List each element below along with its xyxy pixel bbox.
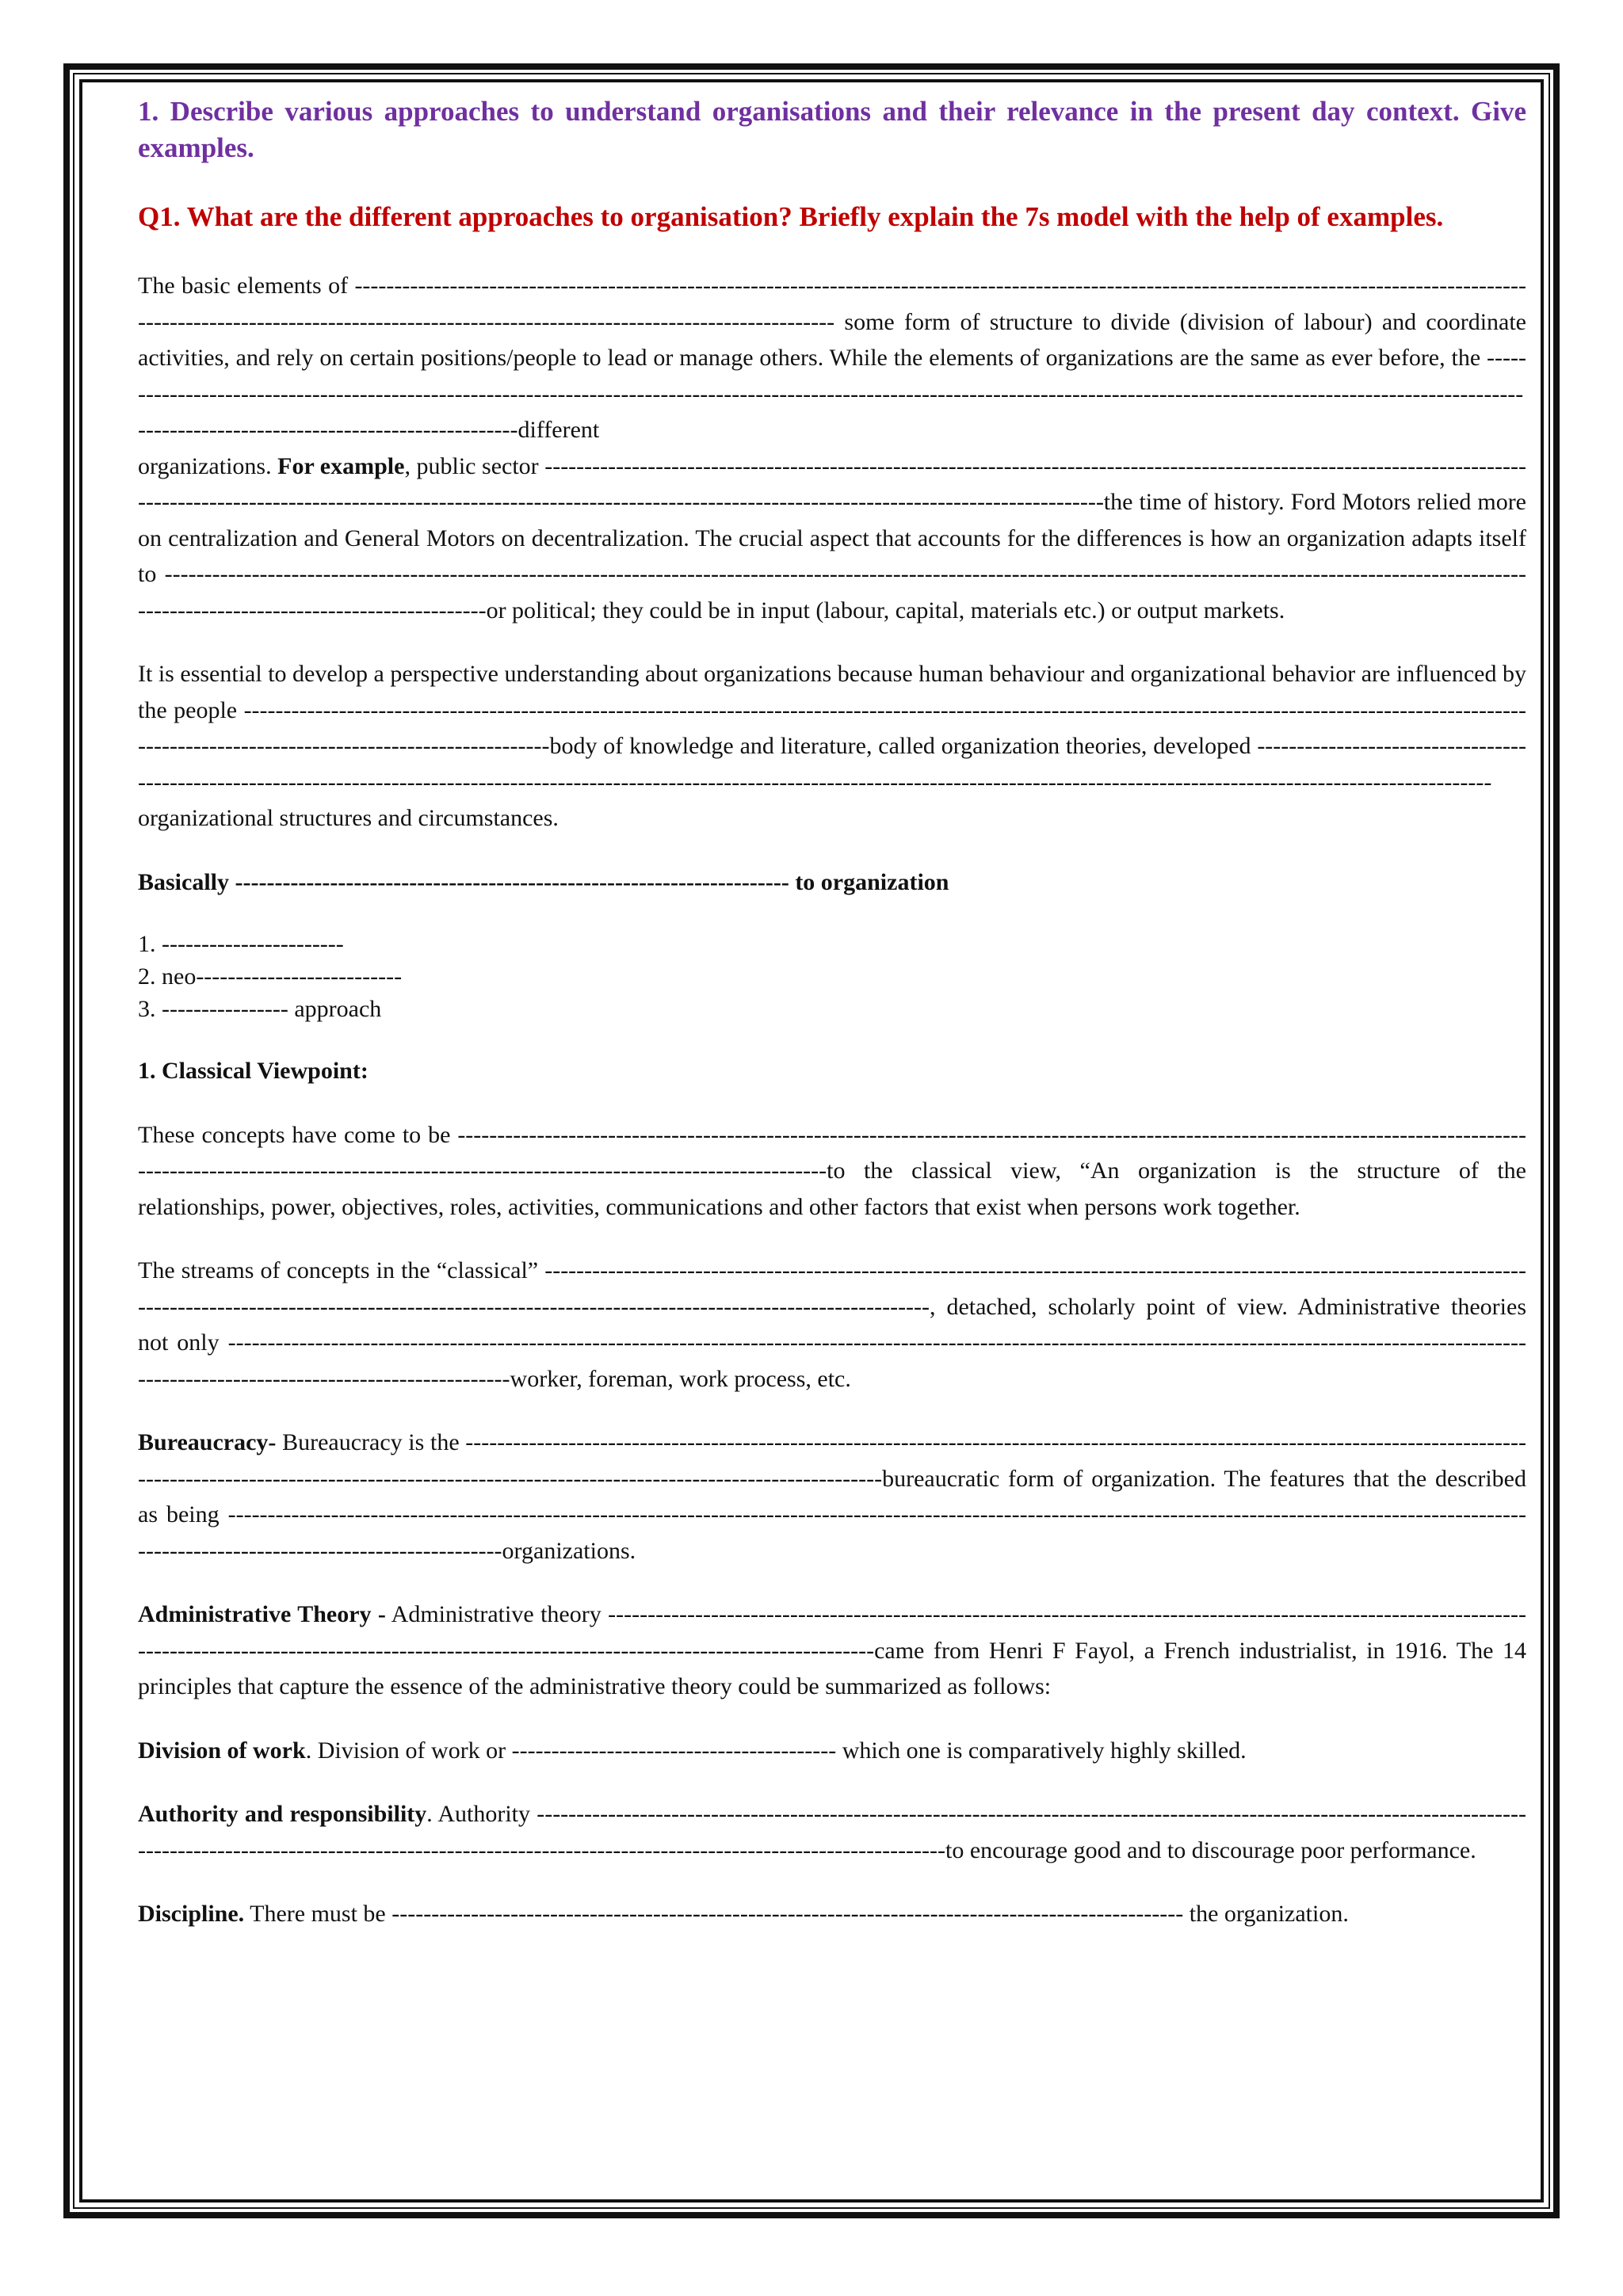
approaches-list bbox=[138, 928, 1526, 1025]
paragraph-perspective: It is essential to develop a perspective understanding about organizations because human behaviour and organizational behavior are influenced by the people ----------------------------------------------------------------------------------------------------------------------------------------------------------------------------------------------------------------------body of knowledge and literature, called organization theories, developed -------------------------------------------------------------------------------------------------------------------------------------------------------------------------------------------------------------organizational structures and circumstances. bbox=[138, 661, 1526, 831]
paragraph-basic-elements: The basic elements of -------------------------------------------------------------------------------------------------------------------------------------------------------------------------------------------------------------------------------------------- some form of structure to divide (division of labour) and coordinate activities, and rely on certain positions/people to lead or manage others. While the elements of organizations are the same as ever before, the ------------------------------------------------------------------------------------------------------------------------------------------------------------------------------------------------------------------------------------different bbox=[138, 273, 1526, 443]
administrative-theory-label: Administrative Theory - bbox=[138, 1601, 386, 1627]
basically-line: Basically ---------------------------------------------------------------------- to organization bbox=[138, 868, 949, 895]
main-question-heading: 1. Describe various approaches to understand organisations and their relevance in the present day context. Give examples. bbox=[138, 96, 1526, 163]
text: organizations. bbox=[138, 452, 278, 479]
text: Administrative theory -----------------------------------------------------------------------------------------------------------------------------------------------------------------------------------------------------------------came from Henri F Fayol, a French industrialist, in 1916. The 14 principles that capture the essence of the administrative theory could be summarized as follows: bbox=[138, 1601, 1526, 1699]
paragraph-for-example bbox=[138, 448, 1526, 629]
paragraph-discipline bbox=[138, 1896, 1526, 1932]
division-of-work-label: Division of work bbox=[138, 1737, 306, 1764]
list-item: 3. ---------------- approach bbox=[138, 996, 382, 1022]
discipline-label: Discipline. bbox=[138, 1901, 245, 1927]
q1-heading: Q1. What are the different approaches to organisation? Briefly explain the 7s model with the help of examples. bbox=[138, 201, 1444, 232]
paragraph-bureaucracy bbox=[138, 1425, 1526, 1569]
text: There must be ---------------------------------------------------------------------------------------------------- the organization. bbox=[244, 1901, 1349, 1927]
paragraph-classical-streams: The streams of concepts in the “classical” --------------------------------------------------------------------------------------------------------------------------------------------------------------------------------------------------------------------------------, detached, scholarly point of view. Administrative theories not only -------------------------------------------------------------------------------------------------------------------------------------------------------------------------------------------------------------------worker, foreman, work process, etc. bbox=[138, 1257, 1526, 1392]
paragraph-authority bbox=[138, 1796, 1526, 1868]
paragraph-classical-concepts: These concepts have come to be ------------------------------------------------------------------------------------------------------------------------------------------------------------------------------------------------------------------------------to the classical view, “An organization is the structure of the relationships, power, objectives, roles, activities, communications and other factors that exist when persons work together. bbox=[138, 1121, 1526, 1220]
text: Bureaucracy is the ------------------------------------------------------------------------------------------------------------------------------------------------------------------------------------------------------------------------------------bureaucratic form of organization. The features that the described as being ------------------------------------------------------------------------------------------------------------------------------------------------------------------------------------------------------------------organizations. bbox=[138, 1429, 1526, 1564]
classical-viewpoint-heading: 1. Classical Viewpoint: bbox=[138, 1058, 369, 1084]
list-item: 2. neo-------------------------- bbox=[138, 963, 403, 990]
text: , public sector ------------------------------------------------------------------------------------------------------------------------------------------------------------------------------------------------------------------------------------------------------the time of history. Ford Motors relied more on centralization and General Motors on decentralization. The crucial aspect that accounts for the differences is how an organization adapts itself to ------------------------------------------------------------------------------------------------------------------------------------------------------------------------------------------------------------------------or political; they could be in input (labour, capital, materials etc.) or output markets. bbox=[138, 452, 1527, 624]
bureaucracy-label: Bureaucracy- bbox=[138, 1429, 277, 1455]
text: . Division of work or ----------------------------------------- which one is comparatively highly skilled. bbox=[305, 1737, 1247, 1764]
paragraph-administrative-theory bbox=[138, 1596, 1526, 1705]
list-item: 1. ----------------------- bbox=[138, 931, 344, 957]
authority-label: Authority and responsibility bbox=[138, 1801, 427, 1827]
paragraph-division-of-work bbox=[138, 1733, 1526, 1769]
text: . Authority -----------------------------------------------------------------------------------------------------------------------------------------------------------------------------------------------------------------------------------to encourage good and to discourage poor performance. bbox=[138, 1801, 1526, 1863]
document-body bbox=[138, 93, 1526, 1960]
emphasis-for-example: For example bbox=[277, 452, 405, 479]
